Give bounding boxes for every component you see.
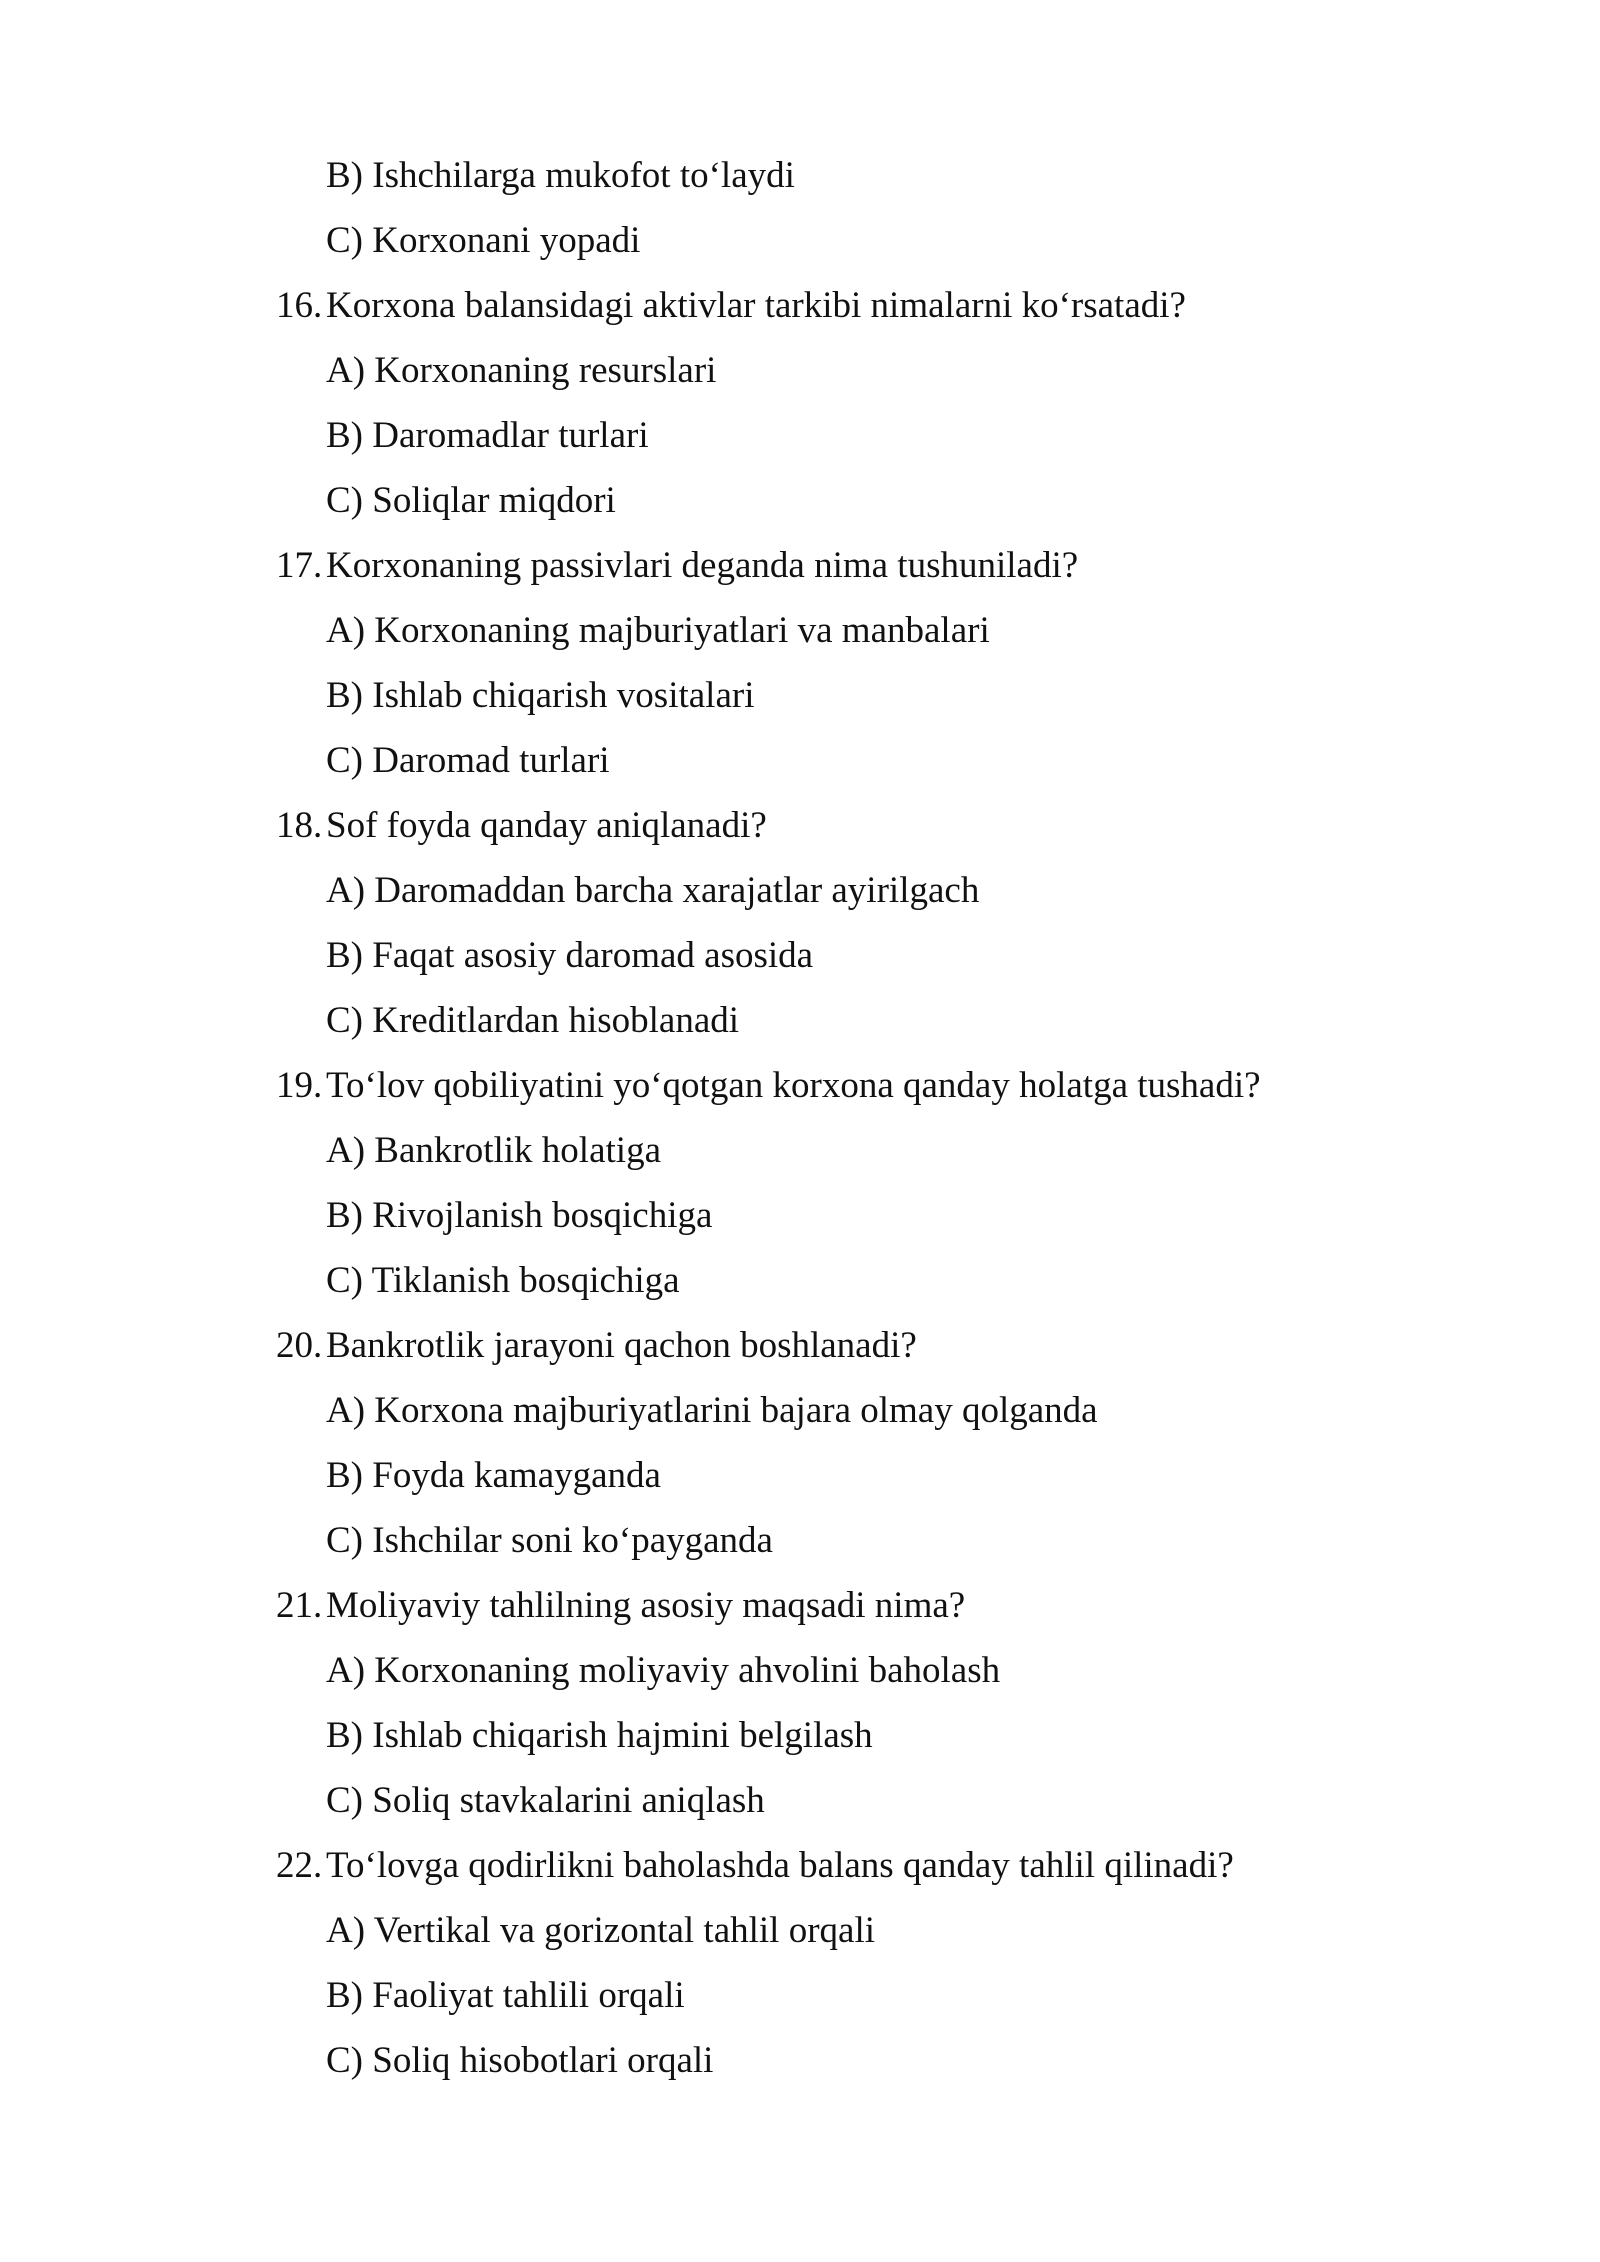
answer-option: A) Korxonaning resurslari: [326, 350, 717, 391]
question-number: 17.: [276, 545, 323, 586]
answer-option: A) Korxonaning moliyaviy ahvolini baholash: [326, 1650, 1001, 1691]
answer-option: B) Daromadlar turlari: [326, 415, 649, 456]
question-text: Sof foyda qanday aniqlanadi?: [326, 805, 767, 846]
answer-option: C) Tiklanish bosqichiga: [326, 1260, 680, 1301]
answer-option: C) Ishchilar soni ko‘payganda: [326, 1520, 773, 1561]
question-number: 22.: [276, 1845, 323, 1886]
question-text: To‘lov qobiliyatini yo‘qotgan korxona qanday holatga tushadi?: [326, 1065, 1261, 1106]
question-17: [276, 533, 1476, 598]
answer-option: C) Soliqlar miqdori: [326, 480, 616, 521]
question-number: 21.: [276, 1585, 323, 1626]
answer-option: A) Bankrotlik holatiga: [326, 1130, 661, 1171]
answer-option: C) Soliq hisobotlari orqali: [326, 2040, 714, 2081]
question-20: [276, 1313, 1476, 1378]
question-text: To‘lovga qodirlikni baholashda balans qanday tahlil qilinadi?: [326, 1845, 1234, 1886]
answer-option: B) Faoliyat tahlili orqali: [326, 1975, 685, 2016]
answer-option: C) Daromad turlari: [326, 740, 610, 781]
answer-option: B) Foyda kamayganda: [326, 1455, 661, 1496]
question-text: Korxonaning passivlari deganda nima tushuniladi?: [326, 545, 1079, 586]
question-number: 20.: [276, 1325, 323, 1366]
question-text: Moliyaviy tahlilning asosiy maqsadi nima?: [326, 1585, 966, 1626]
question-text: Bankrotlik jarayoni qachon boshlanadi?: [326, 1325, 917, 1366]
answer-option: A) Korxona majburiyatlarini bajara olmay qolganda: [326, 1390, 1098, 1431]
question-number: 18.: [276, 805, 323, 846]
question-19: [276, 1053, 1476, 1118]
answer-option: A) Vertikal va gorizontal tahlil orqali: [326, 1910, 876, 1951]
question-21: [276, 1573, 1476, 1638]
answer-option: B) Faqat asosiy daromad asosida: [326, 935, 814, 976]
answer-option: C) Soliq stavkalarini aniqlash: [326, 1780, 765, 1821]
question-16: [276, 273, 1476, 338]
answer-option: B) Rivojlanish bosqichiga: [326, 1195, 713, 1236]
question-text: Korxona balansidagi aktivlar tarkibi nimalarni ko‘rsatadi?: [326, 285, 1186, 326]
question-number: 16.: [276, 285, 323, 326]
answer-option: A) Korxonaning majburiyatlari va manbalari: [326, 610, 990, 651]
question-22: [276, 1833, 1476, 1898]
preamble-option: B) Ishchilarga mukofot to‘laydi: [326, 155, 795, 196]
preamble-option: C) Korxonani yopadi: [326, 220, 641, 261]
answer-option: C) Kreditlardan hisoblanadi: [326, 1000, 740, 1041]
question-number: 19.: [276, 1065, 323, 1106]
answer-option: B) Ishlab chiqarish vositalari: [326, 675, 755, 716]
answer-option: A) Daromaddan barcha xarajatlar ayirilgach: [326, 870, 980, 911]
answer-option: B) Ishlab chiqarish hajmini belgilash: [326, 1715, 873, 1756]
question-list: [276, 143, 1476, 2093]
question-18: [276, 793, 1476, 858]
